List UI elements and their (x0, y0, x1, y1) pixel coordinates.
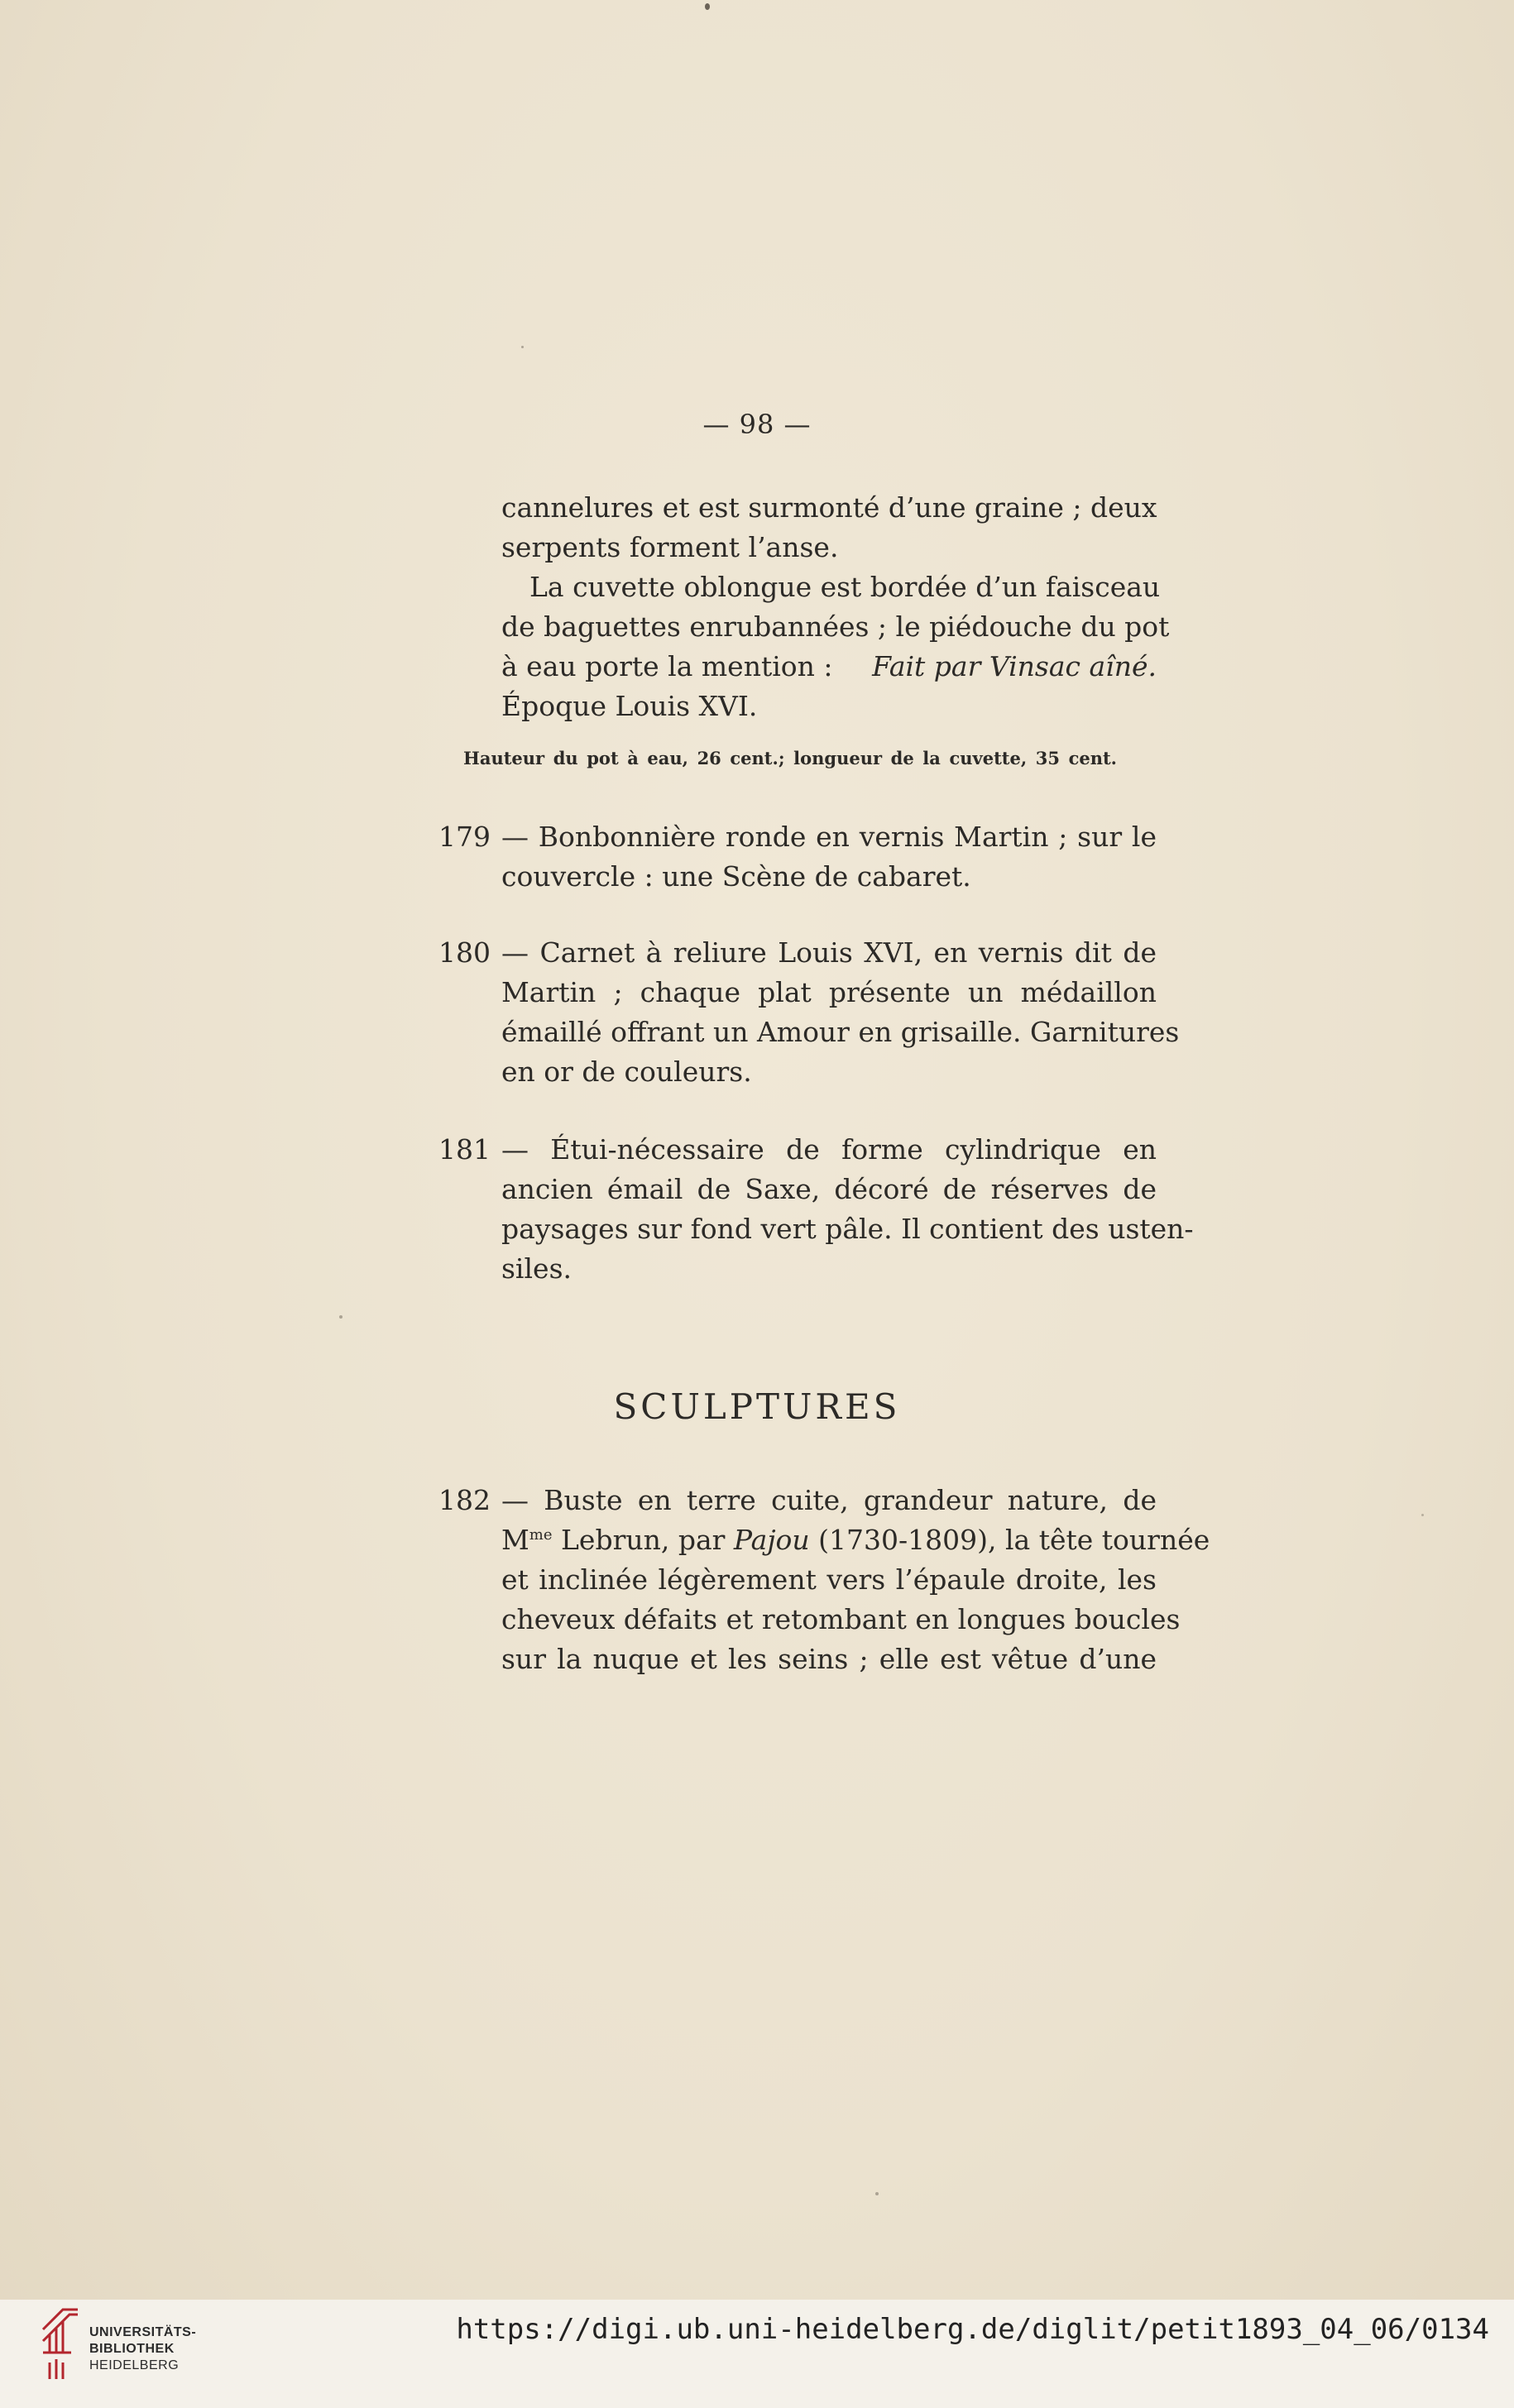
paragraph-line: Époque Louis XVI. (501, 690, 758, 722)
entry-line: émaillé offrant un Amour en grisaille. Garnitures (501, 1016, 1180, 1048)
paragraph-line: La cuvette oblongue est bordée d’un faisceau (529, 571, 1161, 603)
paper-speck (875, 2192, 879, 2195)
entry-line: paysages sur fond vert pâle. Il contient des usten- (501, 1213, 1194, 1245)
entry-line: et inclinée légèrement vers l’épaule droite, les (501, 1563, 1157, 1596)
honorific-superscript: me (529, 1526, 553, 1544)
entry-line: en or de couleurs. (501, 1056, 752, 1088)
entry-line: — Étui-nécessaire de forme cylindrique en (501, 1133, 1157, 1166)
maker-mark-italic: Fait par Vinsac aîné. (872, 650, 1157, 682)
library-name (89, 2324, 196, 2374)
artist-name-italic: Pajou (733, 1524, 810, 1556)
library-name-line: HEIDELBERG (89, 2358, 180, 2372)
paper-speck (1421, 1514, 1424, 1516)
library-logo-icon (38, 2305, 83, 2384)
entry-line: — Bonbonnière ronde en vernis Martin ; sur le (501, 821, 1157, 853)
paragraph-line: de baguettes enrubannées ; le piédouche du pot (501, 610, 1170, 643)
paper-speck (339, 1315, 343, 1319)
library-name-line: UNIVERSITÄTS- (89, 2325, 197, 2339)
catalog-number: 180 (438, 936, 491, 969)
entry-line: Martin ; chaque plat présente un médaillon (501, 976, 1157, 1008)
source-url[interactable]: https://digi.ub.uni-heidelberg.de/diglit/petit1893_04_06/0134 (456, 2313, 1489, 2346)
library-name-line: BIBLIOTHEK (89, 2342, 175, 2356)
section-title: SCULPTURES (613, 1386, 901, 1427)
entry-text: Lebrun, par (552, 1524, 734, 1556)
catalog-number: 181 (438, 1133, 491, 1166)
entry-line-with-italic (501, 1520, 1210, 1560)
entry-text: (1730-1809), la tête tournée (809, 1524, 1210, 1556)
paragraph-line: cannelures et est surmonté d’une graine ; deux (501, 491, 1157, 524)
entry-line: — Carnet à reliure Louis XVI, en vernis dit de (501, 936, 1157, 969)
honorific: M (501, 1524, 529, 1556)
catalog-number: 182 (438, 1484, 491, 1516)
entry-line: sur la nuque et les seins ; elle est vêtue d’une (501, 1643, 1157, 1675)
catalog-number: 179 (438, 821, 491, 853)
entry-line: couvercle : une Scène de cabaret. (501, 860, 971, 893)
paragraph-line: serpents forment l’anse. (501, 531, 839, 563)
paper-speck (705, 3, 710, 10)
entry-line: siles. (501, 1252, 572, 1285)
entry-line: cheveux défaits et retombant en longues boucles (501, 1603, 1181, 1635)
paragraph-line-with-italic (501, 647, 1157, 687)
paragraph-text: à eau porte la mention : (501, 650, 833, 682)
entry-line: ancien émail de Saxe, décoré de réserves de (501, 1173, 1157, 1205)
paper-speck (521, 346, 524, 348)
entry-line: — Buste en terre cuite, grandeur nature, de (501, 1484, 1157, 1516)
dimensions-note: Hauteur du pot à eau, 26 cent.; longueur de la cuvette, 35 cent. (463, 748, 1117, 768)
page-number: — 98 — (702, 409, 812, 440)
